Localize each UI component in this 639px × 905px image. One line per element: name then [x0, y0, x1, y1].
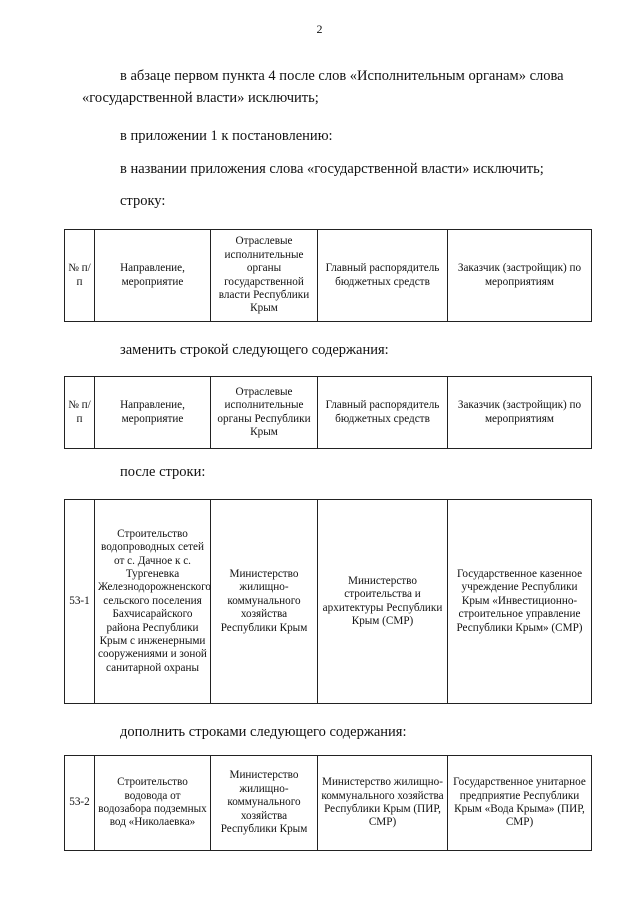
cell-num: № п/п	[65, 230, 95, 322]
cell-customer: Государственное унитарное предприятие Республики Крым «Вода Крыма» (ПИР, СМР)	[448, 756, 592, 851]
paragraph-replace: заменить строкой следующего содержания:	[120, 342, 389, 358]
paragraph-row-label: строку:	[120, 193, 166, 209]
table-original-header	[64, 229, 592, 322]
cell-direction: Направление, мероприятие	[95, 377, 211, 449]
paragraph-appendix: в приложении 1 к постановлению:	[120, 128, 333, 144]
paragraph-abzac-line2: «государственной власти» исключить;	[82, 90, 319, 106]
table-row-53-1	[64, 499, 592, 704]
cell-num: 53-1	[65, 500, 95, 704]
table-row	[65, 377, 592, 449]
paragraph-append-rows: дополнить строками следующего содержания:	[120, 724, 407, 740]
paragraph-appendix-title: в названии приложения слова «государственной власти» исключить;	[120, 161, 544, 177]
paragraph-after-row: после строки:	[120, 464, 206, 480]
table-row	[65, 230, 592, 322]
cell-num: 53-2	[65, 756, 95, 851]
cell-manager: Министерство жилищно-коммунального хозяйства Республики Крым (ПИР, СМР)	[318, 756, 448, 851]
cell-manager: Министерство строительства и архитектуры Республики Крым (СМР)	[318, 500, 448, 704]
table-row	[65, 500, 592, 704]
table-row	[65, 756, 592, 851]
page-number: 2	[316, 22, 323, 36]
cell-customer: Государственное казенное учреждение Республики Крым «Инвестиционно-строительное управление Республики Крым» (СМР)	[448, 500, 592, 704]
cell-bodies: Отраслевые исполнительные органы государственной власти Республики Крым	[211, 230, 318, 322]
cell-customer: Заказчик (застройщик) по мероприятиям	[448, 230, 592, 322]
cell-customer: Заказчик (застройщик) по мероприятиям	[448, 377, 592, 449]
cell-num: № п/п	[65, 377, 95, 449]
table-row-53-2	[64, 755, 592, 851]
cell-manager: Главный распорядитель бюджетных средств	[318, 230, 448, 322]
paragraph-abzac-line1: в абзаце первом пункта 4 после слов «Исполнительным органам» слова	[120, 68, 564, 84]
cell-bodies: Министерство жилищно-коммунального хозяйства Республики Крым	[211, 756, 318, 851]
cell-direction: Направление, мероприятие	[95, 230, 211, 322]
cell-direction: Строительство водопроводных сетей от с. Дачное к с. Тургеневка Железнодорожненского сельского поселения Бахчисарайского района Республики Крым с инженерными сооружениями и зоной санитарной охраны	[95, 500, 211, 704]
cell-manager: Главный распорядитель бюджетных средств	[318, 377, 448, 449]
cell-direction: Строительство водовода от водозабора подземных вод «Николаевка»	[95, 756, 211, 851]
table-new-header	[64, 376, 592, 449]
cell-bodies: Отраслевые исполнительные органы Республики Крым	[211, 377, 318, 449]
cell-bodies: Министерство жилищно-коммунального хозяйства Республики Крым	[211, 500, 318, 704]
